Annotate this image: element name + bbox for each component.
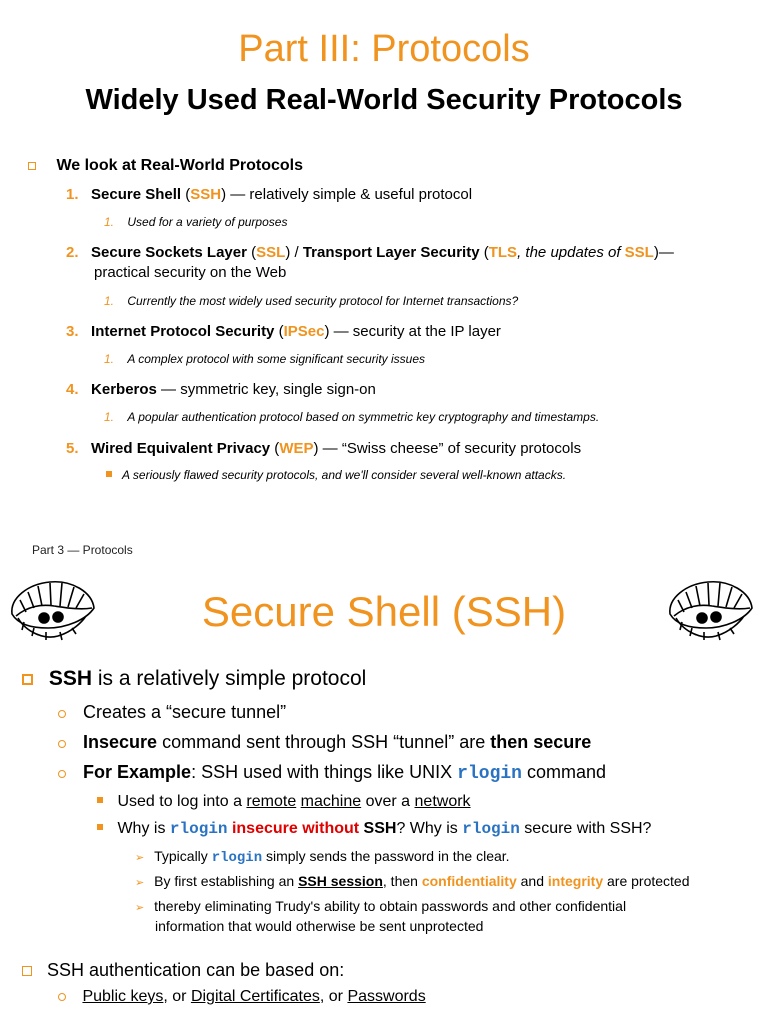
sub-item: 1. Currently the most widely used security protocol for Internet transactions? (104, 294, 519, 308)
arrow-bullet: ➢ thereby eliminating Trudy's ability to obtain passwords and other confidential (135, 898, 627, 914)
circle-bullet-icon (58, 993, 66, 1001)
circle-bullet-icon (58, 740, 66, 748)
square-bullet-icon (22, 966, 32, 976)
circle-bullet: Public keys, or Digital Certificates, or Passwords (58, 988, 426, 1006)
list-item: 5. Wired Equivalent Privacy (WEP) — “Swiss cheese” of security protocols (66, 440, 582, 457)
sub-item: 1. Used for a variety of purposes (104, 215, 288, 229)
list-item: 4. Kerberos — symmetric key, single sign-on (66, 381, 376, 398)
slide2-title: Secure Shell (SSH) (201, 588, 567, 635)
arrow-bullet: ➢ By first establishing an SSH session, then confidentiality and integrity are protected (135, 873, 690, 889)
square-bullet-icon (28, 162, 36, 170)
intro-bullet (28, 157, 303, 175)
sub-item: 1. A complex protocol with some significant security issues (104, 352, 426, 366)
slide-footer: Part 3 — Protocols (32, 543, 133, 557)
circle-bullet-icon (58, 770, 66, 778)
arrow-bullet: ➢ Typically rlogin simply sends the password in the clear. (135, 848, 510, 866)
arrow-bullet-icon: ➢ (135, 902, 145, 914)
sub-bullet: Used to log into a remote machine over a network (97, 793, 471, 811)
slide1-title: Part III: Protocols (238, 28, 530, 70)
list-item: 1. Secure Shell (SSH) — relatively simple & useful protocol (66, 186, 473, 203)
list-item: 2. Secure Sockets Layer (SSL) / Transport Layer Security (TLS, the updates of SSL)— (66, 244, 674, 261)
main-bullet: SSH authentication can be based on: (22, 960, 344, 981)
sub-bullet: Why is rlogin insecure without SSH? Why is rlogin secure with SSH? (97, 820, 651, 838)
list-item-line2: practical security on the Web (94, 264, 287, 281)
arrow-bullet-icon: ➢ (135, 877, 145, 889)
list-item: 3. Internet Protocol Security (IPSec) — security at the IP layer (66, 323, 501, 340)
circle-bullet: For Example: SSH used with things like UNIX rlogin command (58, 762, 606, 784)
sub-item: A seriously flawed security protocols, and we'll consider several well-known attacks. (106, 468, 566, 482)
square-bullet-icon (97, 797, 103, 803)
main-bullet: SSH is a relatively simple protocol (22, 667, 366, 691)
sub-item: 1. A popular authentication protocol based on symmetric key cryptography and timestamps. (104, 410, 600, 424)
circle-bullet-icon (58, 710, 66, 718)
arrow-bullet-icon: ➢ (135, 852, 145, 864)
arrow-bullet-line2: information that would otherwise be sent unprotected (155, 918, 484, 934)
square-bullet-icon (22, 674, 33, 685)
square-bullet-icon (106, 471, 112, 477)
intro-text: We look at Real-World Protocols (56, 157, 304, 174)
square-bullet-icon (97, 824, 103, 830)
slide1-subtitle: Widely Used Real-World Security Protocols (85, 84, 683, 116)
circle-bullet: Creates a “secure tunnel” (58, 702, 286, 723)
circle-bullet: Insecure command sent through SSH “tunnel” are then secure (58, 732, 591, 753)
